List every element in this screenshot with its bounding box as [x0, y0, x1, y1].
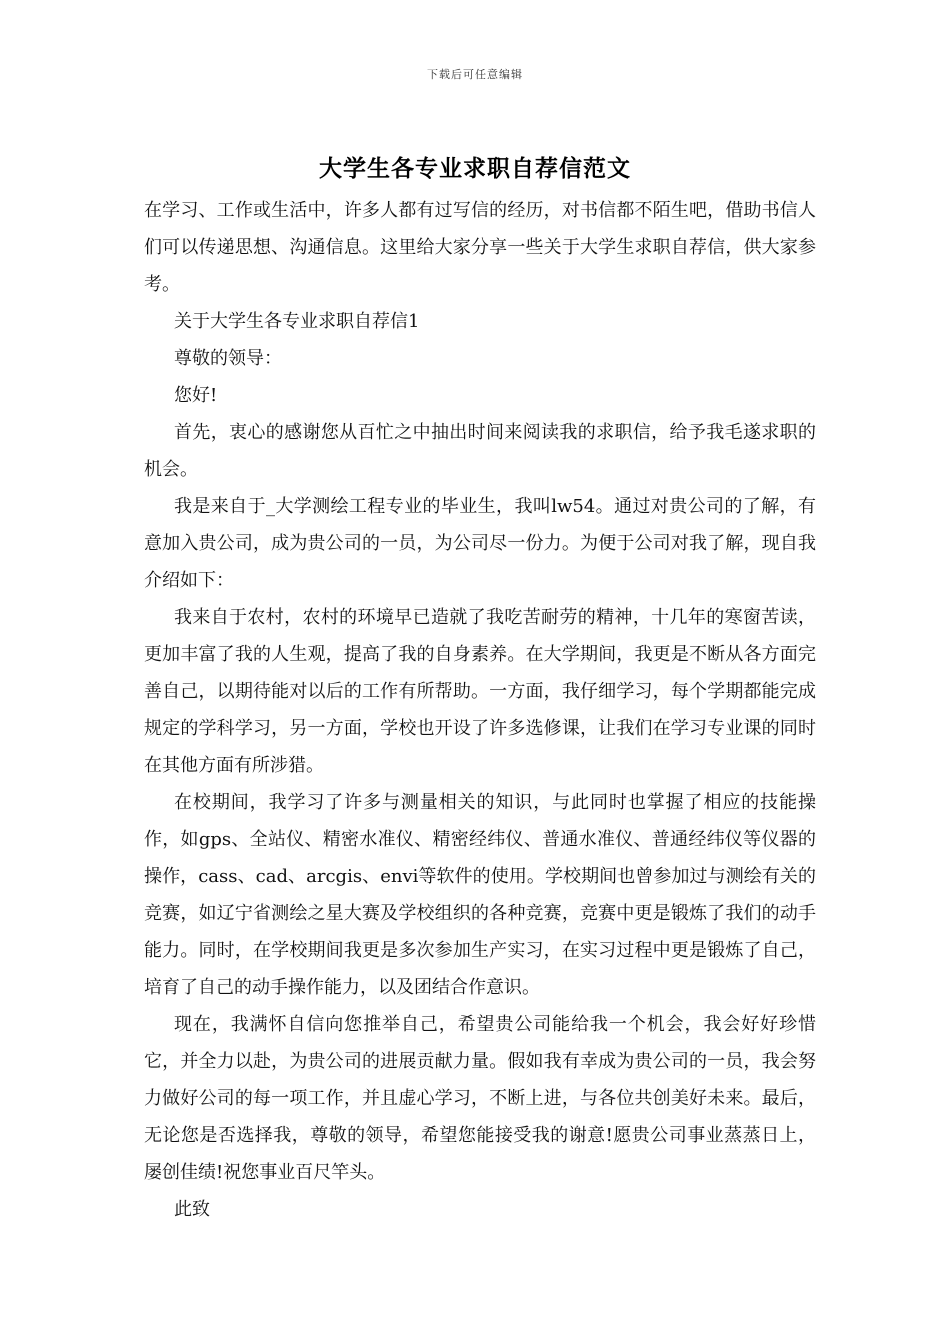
closing: 此致 — [174, 1199, 210, 1220]
body-paragraph: 首先，衷心的感谢您从百忙之中抽出时间来阅读我的求职信，给予我毛遂求职的机会。 — [144, 422, 816, 480]
greeting: 您好! — [174, 385, 218, 406]
salutation: 尊敬的领导： — [174, 348, 282, 369]
header-note: 下载后可任意编辑 — [427, 68, 523, 81]
body-paragraph: 在校期间，我学习了许多与测量相关的知识，与此同时也掌握了相应的技能操作，如gps、全站仪、精密水准仪、精密经纬仪、普通水准仪、普通经纬仪等仪器的操作，cass、cad、arcgis、envi等软件的使用。学校期间也曾参加过与测绘有关的竞赛，如辽宁省测绘之星大赛及学校组织的各种竞赛，竞赛中更是锻炼了我们的动手能力。同时，在学校期间我更是多次参加生产实习，在实习过程中更是锻炼了自己，培育了自己的动手操作能力，以及团结合作意识。 — [144, 792, 816, 998]
body-paragraph: 我来自于农村，农村的环境早已造就了我吃苦耐劳的精神，十几年的寒窗苦读，更加丰富了我的人生观，提高了我的自身素养。在大学期间，我更是不断从各方面完善自己，以期待能对以后的工作有所帮助。一方面，我仔细学习，每个学期都能完成规定的学科学习，另一方面，学校也开设了许多选修课，让我们在学习专业课的同时在其他方面有所涉猎。 — [144, 607, 816, 776]
document-title: 大学生各专业求职自荐信范文 — [319, 155, 631, 182]
intro-paragraph: 在学习、工作或生活中，许多人都有过写信的经历，对书信都不陌生吧，借助书信人们可以传递思想、沟通信息。这里给大家分享一些关于大学生求职自荐信，供大家参考。 — [144, 200, 816, 295]
body-paragraph: 现在，我满怀自信向您推举自己，希望贵公司能给我一个机会，我会好好珍惜它，并全力以赴，为贵公司的进展贡献力量。假如我有幸成为贵公司的一员，我会努力做好公司的每一项工作，并且虚心学习，不断上进，与各位共创美好未来。最后，无论您是否选择我，尊敬的领导，希望您能接受我的谢意!愿贵公司事业蒸蒸日上，屡创佳绩!祝您事业百尺竿头。 — [144, 1014, 816, 1183]
document-body — [144, 192, 816, 1228]
body-paragraph: 我是来自于_大学测绘工程专业的毕业生，我叫lw54。通过对贵公司的了解，有意加入贵公司，成为贵公司的一员，为公司尽一份力。为便于公司对我了解，现自我介绍如下： — [144, 496, 816, 591]
section-heading: 关于大学生各专业求职自荐信1 — [174, 311, 420, 332]
